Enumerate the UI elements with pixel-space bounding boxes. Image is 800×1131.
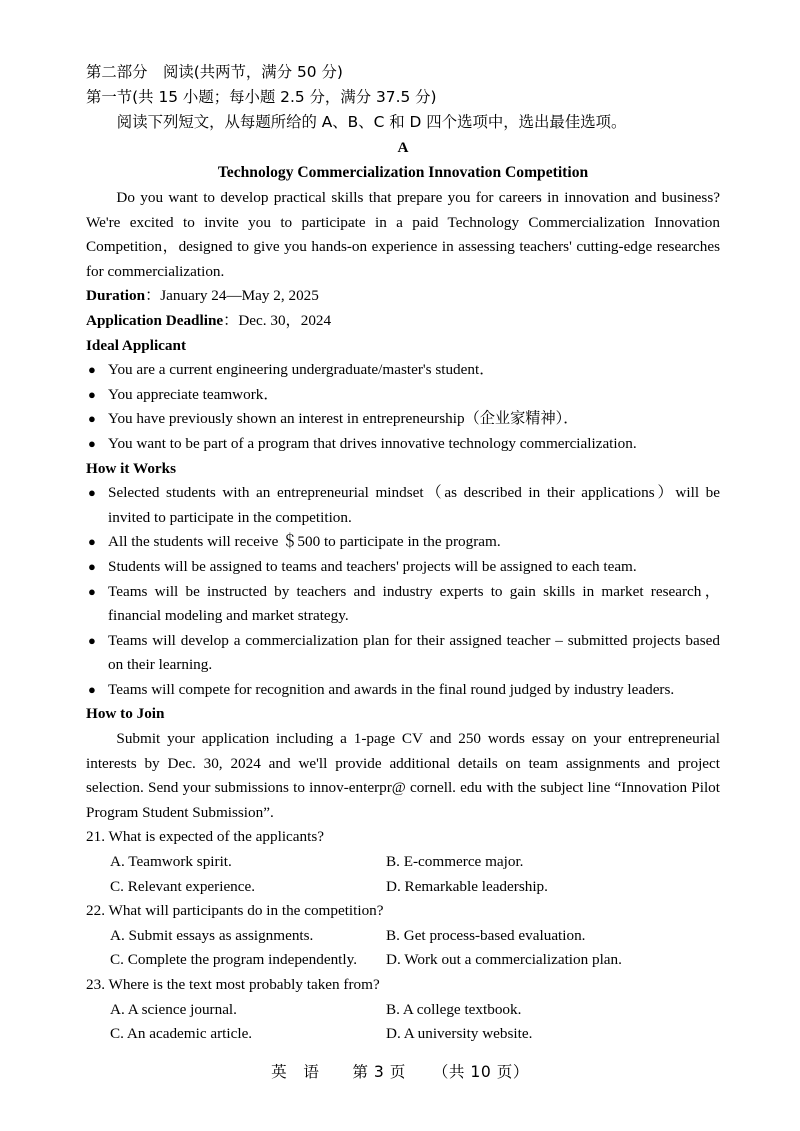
ideal-applicant-heading: Ideal Applicant bbox=[86, 336, 187, 354]
bullet-icon: ● bbox=[88, 583, 96, 599]
list-item bbox=[86, 358, 720, 383]
question-stem: 22. What will participants do in the competition? bbox=[86, 902, 384, 920]
list-item-text: You have previously shown an interest in entrepreneurship（企业家精神）． bbox=[108, 410, 579, 428]
option-row bbox=[86, 998, 720, 1023]
list-item-text: All the students will receive ＄500 to participate in the program. bbox=[108, 533, 501, 551]
option-b[interactable]: B. Get process-based evaluation. bbox=[386, 926, 586, 944]
list-item bbox=[86, 481, 720, 530]
list-item-text: You are a current engineering undergraduate/master's student． bbox=[108, 361, 495, 379]
bullet-icon: ● bbox=[88, 681, 96, 697]
list-item bbox=[86, 407, 720, 432]
option-b[interactable]: B. E-commerce major. bbox=[386, 853, 524, 871]
footer-subject: 英 语 bbox=[271, 1063, 320, 1081]
option-row bbox=[86, 1022, 720, 1047]
option-a[interactable]: A. A science journal. bbox=[110, 1000, 237, 1018]
footer-total-pages: （共 10 页） bbox=[432, 1063, 529, 1081]
option-c[interactable]: C. An academic article. bbox=[110, 1025, 253, 1043]
footer-page-number: 第 3 页 bbox=[352, 1063, 406, 1081]
bullet-icon: ● bbox=[88, 558, 96, 574]
option-row bbox=[86, 948, 720, 973]
intro-paragraph: Do you want to develop practical skills that prepare you for careers in innovation and business? We're excited to invite you to participate in a paid Technology Commercialization Innovation Competition，designed to give you hands-on experience in assessing teachers' cutting-edge researches for commercialization. bbox=[86, 189, 720, 280]
duration-label: Duration bbox=[86, 287, 146, 305]
bullet-icon: ● bbox=[88, 362, 96, 378]
list-item bbox=[86, 530, 720, 555]
page-content bbox=[86, 60, 720, 1047]
deadline-line bbox=[86, 309, 720, 334]
how-to-join-paragraph: Submit your application including a 1-page CV and 250 words essay on your entrepreneurial interests by Dec. 30, 2024 and we'll provide additional details on team assignments and project selection. Send your submissions to innov-enterpr@ cornell. edu with the subject line “Innovation Pilot Program Student Submission”. bbox=[86, 730, 720, 821]
option-c[interactable]: C. Complete the program independently. bbox=[110, 951, 358, 969]
how-it-works-heading: How it Works bbox=[86, 459, 177, 477]
option-a[interactable]: A. Teamwork spirit. bbox=[110, 853, 232, 871]
option-a[interactable]: A. Submit essays as assignments. bbox=[110, 926, 314, 944]
list-item bbox=[86, 580, 720, 629]
list-item-text: You appreciate teamwork． bbox=[108, 385, 279, 403]
option-d[interactable]: D. Work out a commercialization plan. bbox=[386, 951, 622, 969]
list-item-text: Selected students with an entrepreneurial mindset（as described in their applications）will be invited to participate in the competition. bbox=[108, 484, 720, 526]
duration-line bbox=[86, 284, 720, 309]
list-item-text: You want to be part of a program that drives innovative technology commercialization. bbox=[108, 434, 637, 452]
list-item bbox=[86, 629, 720, 678]
bullet-icon: ● bbox=[88, 632, 96, 648]
option-b[interactable]: B. A college textbook. bbox=[386, 1000, 522, 1018]
option-c[interactable]: C. Relevant experience. bbox=[110, 877, 256, 895]
bullet-icon: ● bbox=[88, 386, 96, 402]
passage-label: A bbox=[397, 139, 409, 156]
instruction-text: 阅读下列短文，从每题所给的 A、B、C 和 D 四个选项中，选出最佳选项。 bbox=[116, 113, 627, 131]
duration-value: ：January 24—May 2, 2025 bbox=[145, 287, 319, 305]
deadline-value: ：Dec. 30，2024 bbox=[223, 311, 332, 329]
section-header: 第二部分 阅读(共两节，满分 50 分) bbox=[86, 63, 343, 81]
list-item-text: Teams will develop a commercialization plan for their assigned teacher – submitted projects based on their learning. bbox=[108, 631, 720, 674]
bullet-icon: ● bbox=[88, 435, 96, 451]
option-row bbox=[86, 875, 720, 900]
question-stem: 23. Where is the text most probably taken from? bbox=[86, 976, 380, 993]
option-row bbox=[86, 850, 720, 875]
how-to-join-heading: How to Join bbox=[86, 705, 165, 723]
bullet-icon: ● bbox=[88, 411, 96, 427]
list-item bbox=[86, 678, 720, 703]
subsection-header: 第一节(共 15 小题；每小题 2.5 分，满分 37.5 分) bbox=[86, 88, 437, 106]
option-d[interactable]: D. Remarkable leadership. bbox=[386, 877, 548, 895]
list-item-text: Teams will be instructed by teachers and industry experts to gain skills in market research，financial modeling and market strategy. bbox=[108, 582, 720, 625]
bullet-icon: ● bbox=[88, 534, 96, 550]
question-stem: 21. What is expected of the applicants? bbox=[86, 828, 324, 846]
page-footer bbox=[0, 1060, 800, 1082]
question-21 bbox=[86, 825, 720, 899]
list-item bbox=[86, 555, 720, 580]
list-item-text: Students will be assigned to teams and teachers' projects will be assigned to each team. bbox=[108, 557, 637, 575]
list-item-text: Teams will compete for recognition and awards in the final round judged by industry leaders. bbox=[108, 680, 675, 698]
list-item bbox=[86, 383, 720, 408]
deadline-label: Application Deadline bbox=[86, 311, 224, 329]
option-row bbox=[86, 924, 720, 949]
passage-title: Technology Commercialization Innovation Competition bbox=[217, 164, 589, 181]
list-item bbox=[86, 432, 720, 457]
question-23 bbox=[86, 973, 720, 1047]
question-22 bbox=[86, 899, 720, 973]
bullet-icon: ● bbox=[88, 485, 96, 501]
option-d[interactable]: D. A university website. bbox=[386, 1025, 533, 1043]
